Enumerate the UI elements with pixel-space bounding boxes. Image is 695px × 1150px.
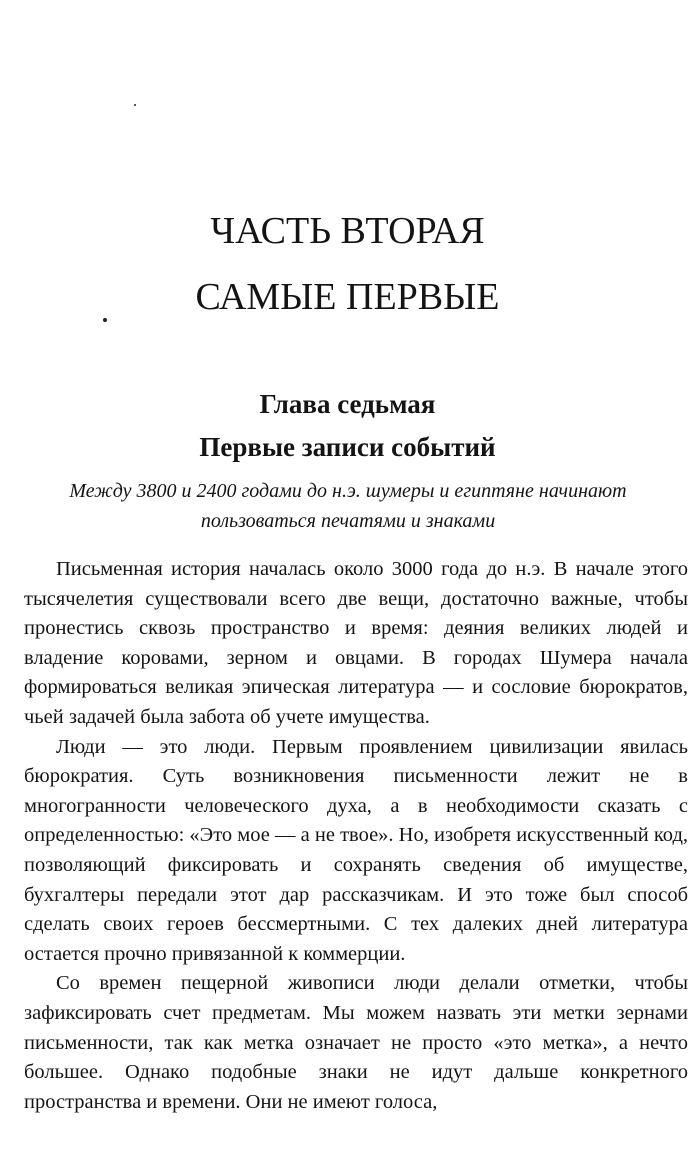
paragraph: Со времен пещерной живописи люди делали отметки, чтобы зафиксировать счет предметам. Мы можем назвать эти метки зернами письменности, так как метка означает не просто «это метка», а нечто большее. Однако подобные знаки не идут дальше конкретного пространства и времени. Они не имеют голоса, [24,972,688,1113]
print-speck [134,104,136,106]
part-title: САМЫЕ ПЕРВЫЕ [195,276,500,318]
paragraph: Письменная история началась около 3000 года до н.э. В начале этого тысячелетия существовали всего две вещи, достаточно важные, чтобы пронестись сквозь пространство и время: деяния великих людей и владение коровами, зерном и овцами. В городах Шумера начала формироваться великая эпическая литература — и сословие бюрократов, чьей задачей была забота об учете имущества. [24,558,688,728]
chapter-number: Глава седьмая [259,389,436,419]
chapter-epigraph: Между 3800 и 2400 годами до н.э. шумеры и египтяне начинают пользоваться печатями и знаками [69,480,627,532]
paragraph: Люди — это люди. Первым проявлением цивилизации явилась бюрократия. Суть возникновения письменности лежит не в многогранности человеческого духа, а в необходимости сказать с определенностью: «Это мое — а не твое». Но, изобретя искусственный код, позволяющий фиксировать и сохранять сведения об имуществе, бухгалтеры передали этот дар рассказчикам. И это тоже был способ сделать своих героев бессмертными. С тех далеких дней литература остается прочно привязанной к коммерции. [24,735,688,965]
print-speck [103,318,107,322]
part-label: ЧАСТЬ ВТОРАЯ [210,210,485,252]
body-text [24,555,688,1117]
chapter-title: Первые записи событий [199,432,496,462]
